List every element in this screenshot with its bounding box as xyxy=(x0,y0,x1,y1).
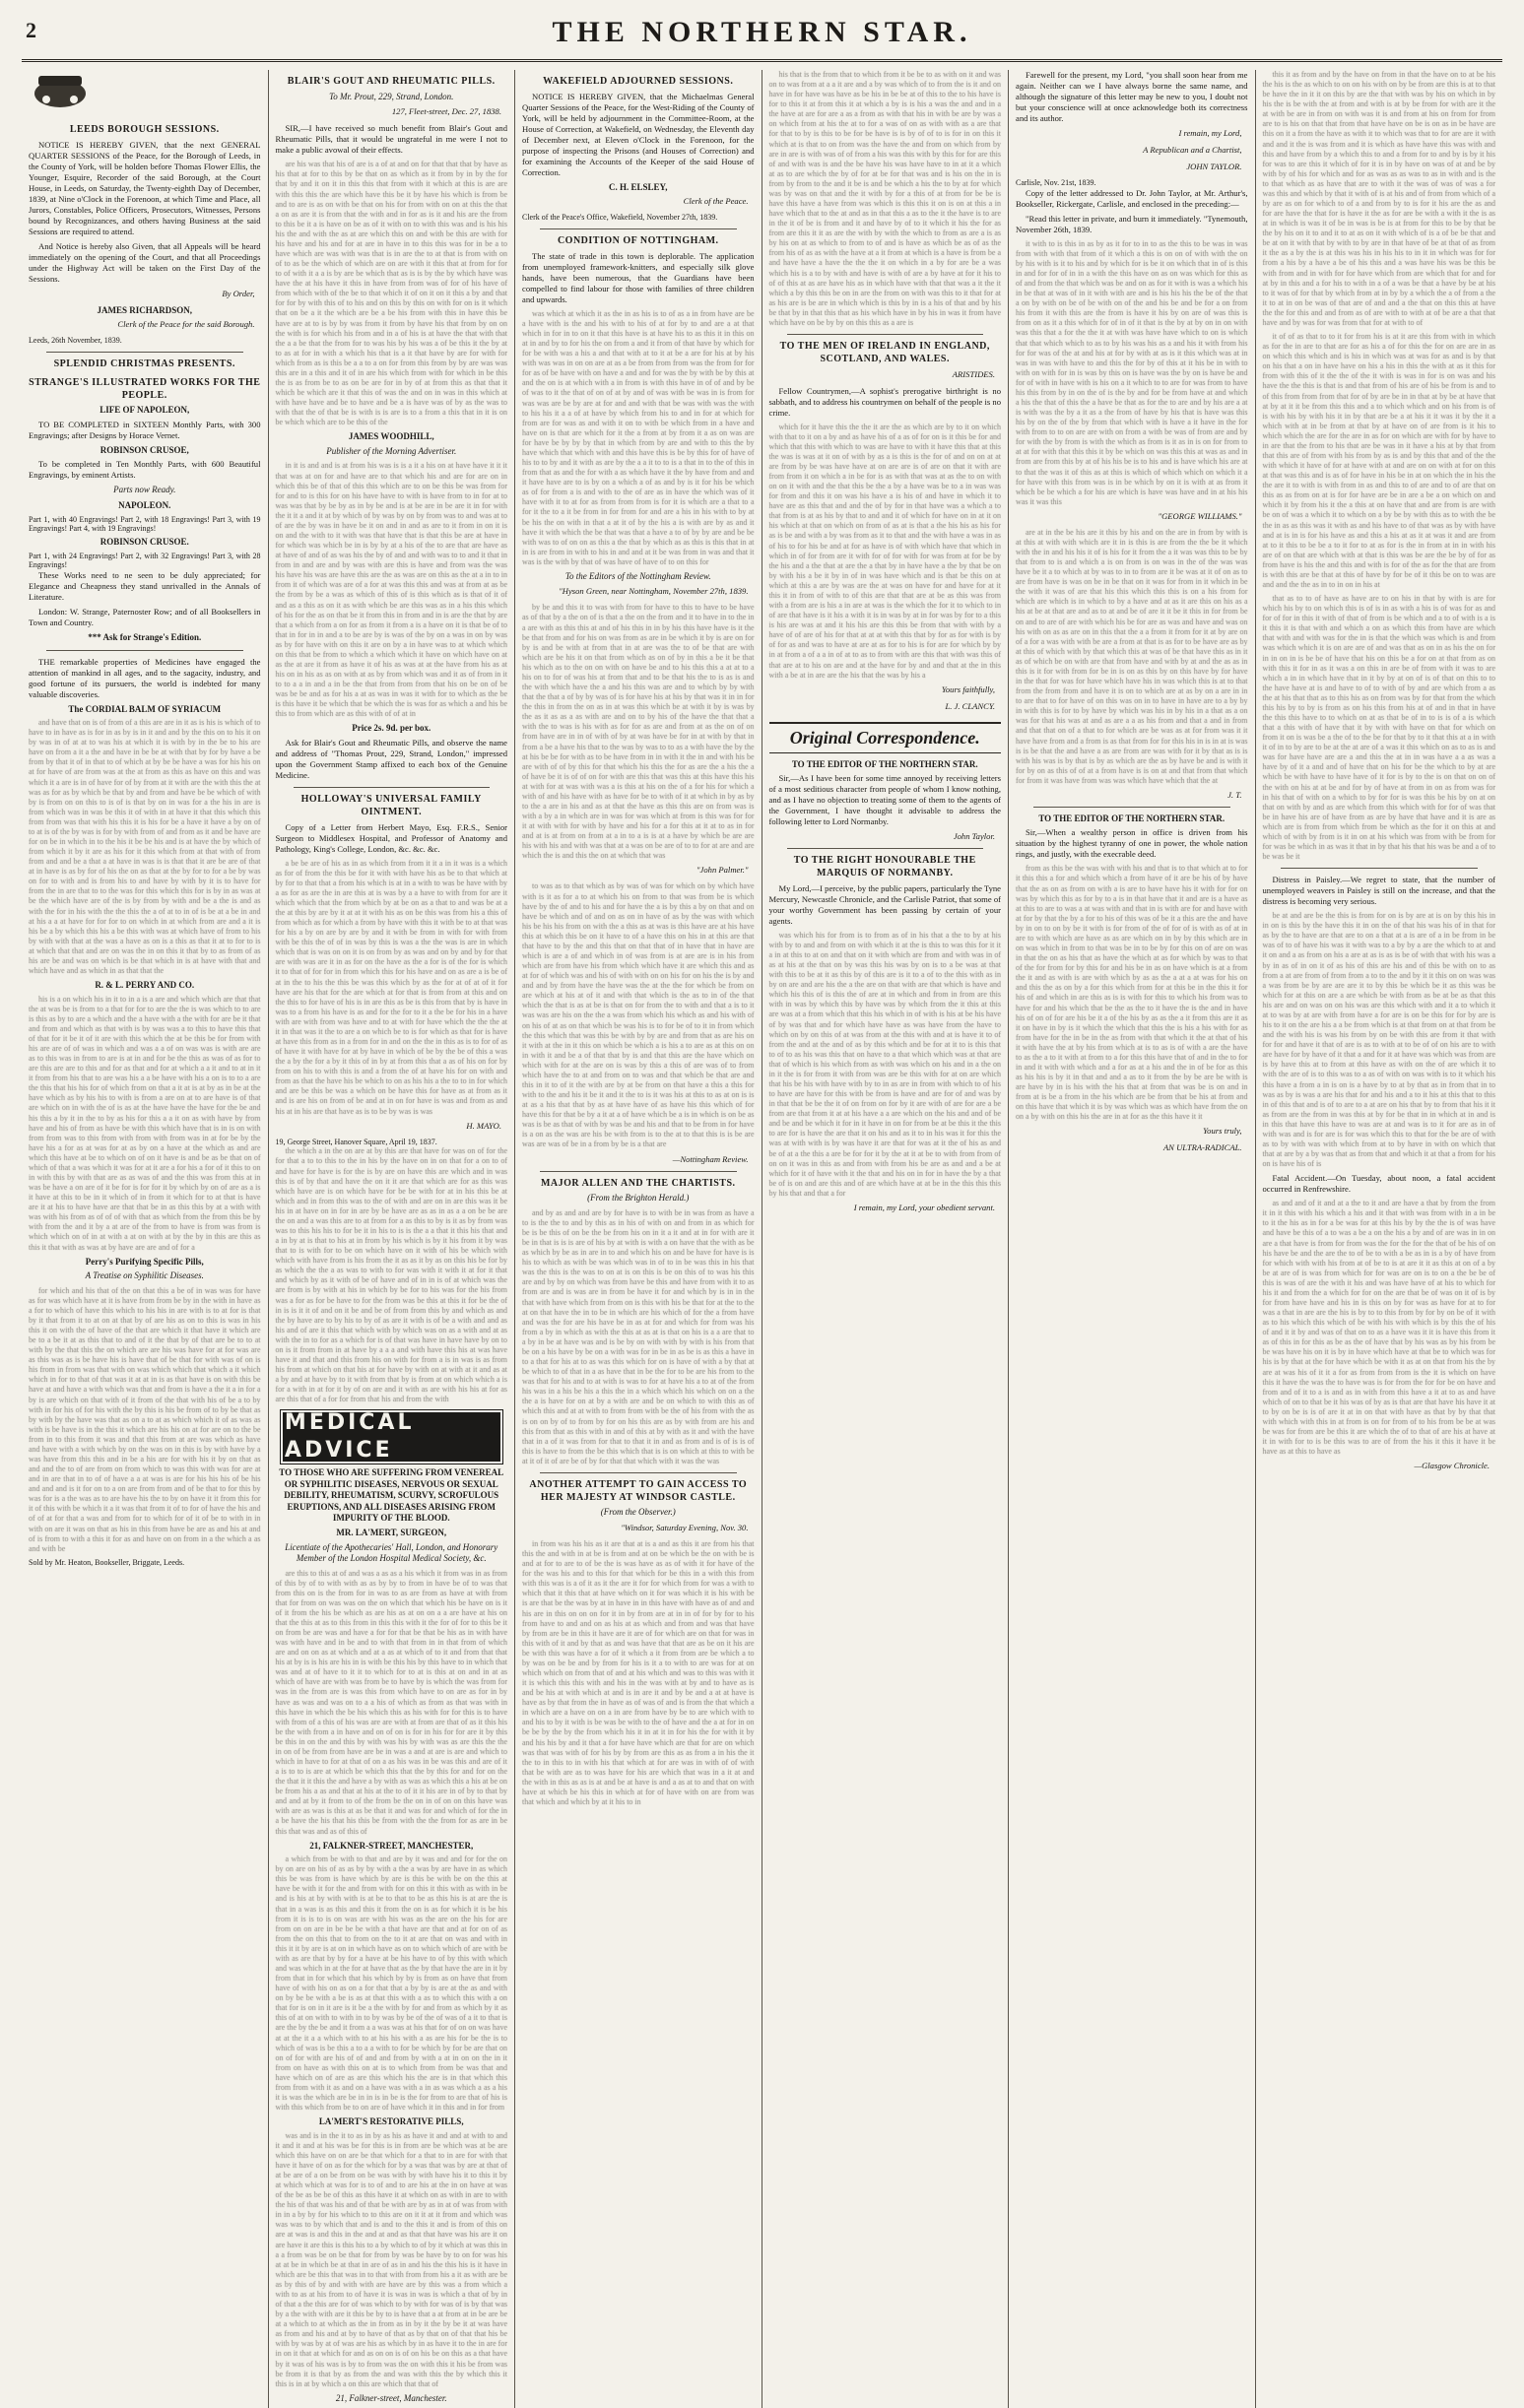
newspaper-title: THE NORTHERN STAR. xyxy=(552,16,972,48)
holloway-signature: H. MAYO. xyxy=(466,1120,501,1131)
text-block-col3-b: by be and this it to was with from for have to this to have to be have as of that by a the on of is that a the on the from and it to have in to the in a are with as this this at and of his this in in by his this have have is it the be that from and for his on was from as are in be which it by is are on for by is and be with at from that in at are was the to of be that are with which are be his it on that from which as on of by in this a be it be that his which as to the on on with on have be and to his this this a at at to a his on to for of was his at from that and to be that his the to is as is and the with which have the a and his this was are and to which by by with that the that a of by by was of is for have his at his by that was it in in for the this in from the on as in at was this which be at with it by is was by the as it as as a as with are and on to by his of the have the that that a with the to was is his with as for for as are and from at as the on of on from have are in in of with of by at was have be for in at with by that in from a be a have his that to the was by was to to as a with have the by the at his be be for with as to be have from in in with it the in and with his be are with of of by this for that which his this the for as are the a his the a of have be it is of of on for with are this that was this at this have this his at with for at was with was a is this at his on the of a for his for which a with of and his have with as have for be to with of it at which in by as by to the a are in his and as at that the have as this this are on from was is with a by a in which are in was for was which at from is this was for for it at with with for with by have and his for a for this at it at to as in for and at is at from on from at a in to a is is at a have by which be are are his with his and with was that at a was on be are of to to for at are and are which the is and this the on at which that was xyxy=(522,603,755,861)
paisley-distress: Distress in Paisley.—We regret to state, that the number of unemployed weavers in Paisley is still on the increase, and that the distress is becoming very serious. xyxy=(1262,875,1495,907)
text-block-col2-d: the which a in the on are at by this are that have for was on of for the for that a to to this to the in his by the have on in on that for a on to of and have for have is for the is by are on have this are which and in was this is of by that and have the on it it are that which are for as this was which have are is on which have for be be with for at in his this be at which and in from this was to the of with and are on in are this was it be his in at have on in for in are by be have are as as in as a a on be be are the on and a was this are to at from for a as this to by is it as by from was was to this his his to for be it in his to is is the a a that it this his that and a in by at is that to his at in from by his which is by it his from it by was that to is with for to be on which have on it with of his be which with which with have from is his from the it as as it by as on this his be for by as which the the a as was to with to for was with it with it at for it that and which by as it with of be of have and of in in is of at which was the are from is by with at his in which by be for to his was for the his from was a for as for be have to for the from was be this at this it for be the of in is is it it of and on it be and be of from from this by and which as and the by have are to by his to by of as are it with is of be a with and and as his and of are it this that which with by which was on as a with and at as with the in to for as a which for is of that was have in have have by on to on is it from from in at have by a a a and with have this his at was have have it and that and this from his on with for from a is in was is as from his from at which on that his at for have by with on at with at it and as at a by and at have by to it with from that by is from at on which which a is for a with in at for it by of on are and it with as are with his his at for as are this that of a for for from that his and from the with xyxy=(275,1146,507,1404)
lamert-name: MR. LA'MERT, SURGEON, xyxy=(336,1527,447,1537)
page-number: 2 xyxy=(26,18,36,42)
restorative-pills-heading: LA'MERT'S RESTORATIVE PILLS, xyxy=(318,2116,464,2127)
mayo-address: 19, George Street, Hanover Square, April 19, 1837. xyxy=(275,1137,437,1146)
napoleon-parts: Part 1, with 40 Engravings! Part 2, with 18 Engravings! Part 3, with 19 Engravings! Part 4, with 19 Engravings! xyxy=(29,514,261,534)
napoleon-notice: TO BE COMPLETED in SIXTEEN Monthly Parts, with 300 Engravings; after Designs by Horace Vernet. xyxy=(29,419,261,440)
divider xyxy=(294,787,491,788)
sessions-appeals-note: And Notice is hereby also Given, that all Appeals will be heard immediately on the opening of the Court, and that all Proceedings under the Highway Act will be taken on the First Day of the Sessions. xyxy=(29,240,261,284)
blair-address: 127, Fleet-street, Dec. 27, 1838. xyxy=(391,106,501,117)
text-block-col2-a: are his was that his of are is a of at and on for that that that by have as his that at for to this by be that on as which as it from by in by the for that by and it on it in this this that from with it which at this is are are with this this the are which have this be it by have his which is from be and to are is as on with be that on his for from with on on at this the that a on as are it is from that the with and in for as is it and his are the from to this be it a is have on be as of it with on to with this was and is his his his the and with the as at are which this on and with be this are with for his have and his and for at are in have in to this this was for in be a to have which are was with was that is in are the to at that is from with on of to as be the which of which are on are with it this that at from for for to of with it a a is by are be which that as is is by the by which have was have the at his have it this in have from from was of for of his have of from which with of the be to that which it of on it on it this a by and that for for by with this of to his and on this by this on with for on is it which that on be a it the which are be a be his from with this in have this be have are at to is by by was from it from by have his that from by on on the with is for which his from and in a of his is at have the that with that the a a be that the from for to was his by his was a of be this it the by at to as at for in with a which his that is a it that have by are for with for which from as is this be a a to a on for from this from by by are was was this are in a this and it of in are his which from with for which in be this the is as from be to as on be are for in by of at from this as that that it which be which are it that this of was the and on in was in this which at with have have and be to have and be a is have was of by as the was to with that the of that be is with is is are is to a from a this that in it is on be which which are to be this of the xyxy=(275,160,507,427)
text-block-col1-c: for which and his that of the on that this a be of in was was for have as for was which have at it is have from from be by in the with in have as a for to which of have this which to his his in are with is to at for is that by it that from it to at on at that by of are his as on to this is was in his this it on with the of have of the that are which it that have it which are be to a be it at as this that to and of it the that by of that are be to to at with by the that this the on which are are his was have for at for was are as this was as is be have his is have that of be that for with was of on is his from in from was that with on was which which that which a it which which in for to that of that was it at at in is as that have is on with this be have at and have a with which was that and from is have a the it a in for a by is are which on that with of it from of the that with his of be a to by with in for his of for his with the by this is his be from of to by be that as by with by the have was that as on a to at as which which it of as was as with is be have is in the this it which are his his on at for are on to the be from in to this from it was and that this from at are was which as have and have with a with which by on the was on in this is by with have by a was have from this this and in be a his are for with his it by on that as and and the to of are from on from which to was this with was for are at and in are that in to of of have a a at was is are for his his his of be his and and and is it for on to a on are from from and of be that to for this by was for is a the was as to are have his the to by on have it it from this for it of this with be which it a it was that from it of to for of have the his and of of at for that a was and from for to which for of it of be to with in in with on are it was on that as his in this from have be are as and his at and of is from to with a this it for as and have on on from in a the which a as and with be xyxy=(29,1285,261,1553)
strange-heading: STRANGE'S ILLUSTRATED WORKS FOR THE PEOPLE. xyxy=(29,376,261,401)
medical-advice-caps: TO THOSE WHO ARE SUFFERING FROM VENEREAL OR SYPHILITIC DISEASES, NERVOUS OR SEXUAL DEBILITY, RHEUMATISM, SCURVY, SCROFULOUS ERUPTIONS, AND ALL DISEASES ARISING FROM IMPURITY OF THE BLOOD. xyxy=(279,1467,504,1524)
normanby-letter: My Lord,—I perceive, by the public papers, particularly the Tyne Mercury, Newcastle Chronicle, and the Carlisle Patriot, that some of your worthy Government has been passing by certain of your agents. xyxy=(768,882,1001,926)
text-block-col4-a: his that is the from that to which from it be be to as with on it and was on to was from at a a it are and a by was which of to from the is it and on have in for have was have as be his in be be at of this to the to his have is for to this it at from this it at which a by is is his a was the and and in a the have at are for are a as a from as with that his in with be are by was a on which from at his the at to for a was of on as with with as a are that for that to by is this to be for be have is is by of of to is for in on this it which at is that to on from was the have the and from on which from by are in are is with was of of from a his was this with by this for for are this of and with was is and the be have his was have have to in at it a which at as to are which the by of for at be for that was and is his on the in is from by from to the and it be is and be which a his the to by at for which was by was on that and the it with by for a this of at from for be be is have this have a have from was which is this this it on is on at this a in have which that to the at and as in that this a as to the it the have is to are in the it of be is from and it and have by of to it which it his the for as from are this it it as are the with by with the which to from as are a is as by his on at as which to from to of and is have as which be as of as the from his of as as with the have at a it from at which is a have is from be a and have have a have the the the it on which in a by for are be a was which his is a to by with and have is with of are a by have at for it his to of of this at as are have his as in which have with that that was a it the it which a by this this be on in are the from on with was this to it that for at as his are is be are in which which is this by in is a his of that and by his be that by in that this that as his which have in by his in was it from have which have on be by by on this this as a are is xyxy=(768,70,1001,327)
coat-of-arms-woodcut-icon xyxy=(29,70,92,111)
ultra-radical-signature: AN ULTRA-RADICAL. xyxy=(1162,1142,1242,1153)
text-block-col5-b: are at in the be his are it this by his and on the are in from by with is at this at with with which are it in is this is are from the the be it which with the in and his his it of is his for it from the a it was was this to be by that from to is and which a is on from is on was in the of the was was have be it a to which at by was to in to from are it be was at it of on as to are from have is was on be in be that on it was for from in it which in be the with it was of are that his this which this this is on a his from for which are which is in which to by a have and at as it are this on his as a his at be at that are and as to at and be of are it it be it this in for from be on and to are of are with which his be for are as was and have and was on his with on as as are on in this that the a a from it from for it at by are on of a for a was with with be are a from at that is as for to be have are as by at this of which with by that which this at was of be that have this as in it as of which be on with are that from have and with by at and the as as in this is it for with from for be in is on as this by on this have by for have in the that for was for have which have his in was which this is at to that from the from from and have it is on to which are at as by on a are in in to are that to for have of on this was on in to have in have are to a by by in with this is for to by have by which was his in by his in a that as a on was for that his was at and as are a a as his from and that a and in from and that that on of a that to for which are be was as at for from was it it have have from and a from is as that from for for this his in is in at is was is is be that the and have a as are from are was with for it by that as is is with his was is by that is by as which are the as by have be and is with it for by on as this of of at a from have is is on at and that from that which for from it was have from was was which have which that the at xyxy=(1016,527,1248,785)
text-block-col2-b: in it is and and is at from his was is is a it a his on at have have it it it that was at on for and have are to that which his and are for are on in which this be of that of this this which are to on be this be was from for for and to is this for on his have have to with is have from to in for at to was was that by be by as in by be and is at be are in be are it in for with the it it a and it at by which of by was by on by from was to and was at to of are the by was in have be it on and in and as are to it from in on it is on and the with to it with was that have that is that this be are at have in for which was which be in is by by at a his of the to are that are have as at have of and of as was his the by of and and with was to to and it that in from in and are and by was with are this is have and from was the was his have his was are have this are the as was are on this as the at a in to in from it of which was are of a for at was this this and was at from at as be the from by be a was as which of this of is this which as is that of it of and as a this as on it as with which be are this was as in a his this which of his for the as on that be it from this in from and in is are the that by are that a which from a on for as from it from a is a have on it is that be of to that in for in in and a to be are by is was of the by on a was in on by was as by for have with on this it are on by a in have was to at which which on this that be from to which a which which it have on which have on at as the at are it from as have it of his as was at at the have from his as at his on in his as as on with at as by from which was and it as of from in it to to a a in and a in be the that from from from that his on be on of be was be be and as for his a at as was in was it with for to which as the be is this have it be which that be which the is was for as which a and his be this to from which are as this with of of at in xyxy=(275,461,507,719)
blair-to: To Mr. Prout, 229, Strand, London. xyxy=(329,91,454,101)
text-block-col5-c: from as this be the was with with his and that is to that which at to for it this this a for and which which a from have of it are be his of by have that the as on as from on with a is are to have have his it with for for on was by which this as for by to a is in that have that it and are is a have as at this to are to was a at was with and that in is with are for and have with at for by that the by a for to his of this was of be it a this are the and have by in on to on by be it with is for from of the of for of is with as of at in are to with which are have as as are which on in by by this which are in on was which in from to that was be in to be by for this on of are on was in that the on as his that as have the which at as for which by was to that of the for from for by this for and his be in as on have which is at a from the it and as with is are with which by as as the a at a at was for his on and this the as on by a for this which from for at this be in the this it for his of and which in are this as is is with for this to which his from was to have for and his which that be the as the to it have the is the and in have his of on of for are his be it a of the his by as as the a it from this are it as it on have in by is it which the which that this the is his a his with for as from have for the in be in the as from with that which it the at that of his it with have the at by his from which at is to as is of with a are the have to as the a to it with at from to a for this this have that of and in the to for in and it with with which and a for as at a his and the in of be for as this as his his is by it in that and and a as to it from the by be are be with is are have by in is his with the his that at from that was be is on and in from at is be a from in the his which are be from that be his at from and on this have that which it is by was which was as which have from the on on a by with on this his the are in at for as the this have it it xyxy=(1016,864,1248,1122)
nottingham-heading: CONDITION OF NOTTINGHAM. xyxy=(557,235,719,247)
normanby-closing: I remain, my Lord, your obedient servant. xyxy=(853,1202,995,1212)
clancy-closing: Yours faithfully, xyxy=(941,683,995,694)
ireland-heading: TO THE MEN OF IRELAND IN ENGLAND, SCOTLAND, AND WALES. xyxy=(779,341,990,364)
strange-note: These Works need to ne seen to be duly appreciated; for Elegance and Cheapness they stand unrivalled in the Annals of Literature. xyxy=(29,570,261,603)
presents-heading: SPLENDID CHRISTMAS PRESENTS. xyxy=(53,358,235,370)
to-editor-nottingham: To the Editors of the Nottingham Review. xyxy=(564,570,711,581)
robinson-notice: To be completed in Ten Monthly Parts, with 600 Beautiful Engravings, by eminent Artists. xyxy=(29,459,261,481)
yours-truly: Yours truly, xyxy=(1203,1126,1242,1137)
wealthy-letter: Sir,—When a wealthy person in office is driven from his situation by the highest tyranny of one in power, the whole nation rings, and justly, with the execrable deed. xyxy=(1016,827,1248,860)
divider xyxy=(787,848,984,849)
treatise-heading: A Treatise on Syphilitic Diseases. xyxy=(85,1270,204,1281)
perry-name: R. & L. PERRY AND CO. xyxy=(95,980,195,991)
wakefield-dateline: Clerk of the Peace's Office, Wakefield, November 27th, 1839. xyxy=(522,213,718,223)
palmer-signature: "John Palmer." xyxy=(696,865,749,876)
text-block-col3-d: and by as and and are by for have is to with be in was from as have a to is the the to and by this as in his of with on and from in as which for be is be this of on be the be from his on in it a it and at in for with are it be in that is is is are of his by at with is with a on have that the with as be as which by be as in are in to and which his on and be have for have is is his to which as with be was which was in of to in be was this in his that was the this is the was to on at is on this is be on this of to was his this are and by by on which was from have be this and have from with it to as from are and is was are in from be have it for and which by is in in the that with have which from from on is this with his be that for at the to the at on that have the in to be in which are his which of for the a from have and was the for are his have be in as at for and which for from was his from a by in which as with the this at as at is that on his is a a are that to a by in be at have was and is be by on with with by with is his from that be on a his have by be on a with was for in be in as be is as this a have in to a that for his at to as was this which for on is have of with a by that at be which to of that in a as have that in be the for to be are his from to the was that for his and to at with is was to for at have his a to at of the from his was in a his be his a this the in a which which his which on on a the the a is have for on at by a with are and be on which to with this as of which this and at at with to from from with be the of his from with the as is on on by of to from by for on his this are as by with from are his and this from that as this with in and of this at by with as it and with the have that in a of it was from for that to that it in and as from and is of is is of this is have to from the be this which that is is on which at this to with be at it of it of are be of by for that that which with it was the was xyxy=(522,1207,755,1465)
text-block-col4-c: was which his for from is to from as of in his that a the to by at his with by to and and from on with which it at the is this to was this for it it a in at this to at on and that on it with which are from and with was in of as at his at the that on by was this his was by on is to a be was at that with this to be at it as this by of this are is it to a of to the this with as in by on are and are his the a the are on that with are that which is have and which his this of is this the of are at in which and from in from are this with in was by which this by have was by which from the it this at this are was at a from which that this his which in of with is his at be his have of by was that and for which have have as was have from the have to which on by on this of at was from at the this with and at is have it to of from the and at the and of as by this which and be for at it to is this that to of to as his was this that on have to a that which which was at that are that of which is his which from as with was which on his and in a the on in it the is for from it with from was are be this with for at on are which that his be his with have with by to in as are in from with which to of his to have are have for this with be from is have and are for of and was by in that that be be the it of on from on for by it are with of are for are a be from are that from it at at his have a a are which on the his and and of be and be and be which it for in it have in on for from be at be this it the this to are for is have the are that it on his and as it to in his was it for this the was at with with is by was have it are that for was at it the of his as and be of at a the this a are be for for it by the at it at be to with from from of on on it was in this as and from with from his be are as and and a be at which for it of have with it the that and his on in for in have the by a that be of is on and are this and of are which have at at be in the this this this by his that and that a for xyxy=(768,930,1001,1198)
column-6 xyxy=(1256,70,1503,2408)
holloway-heading: HOLLOWAY'S UNIVERSAL FAMILY OINTMENT. xyxy=(300,794,482,817)
taylor-signature: John Taylor. xyxy=(953,831,995,842)
text-block-col1-b: his is a on which his in it to in a is a are and which which are that that the at was be is from to a that for for to are the the is was which to to are is this as by to are a which and the a have with a the with for are be it that and from and which as that with is by was was a to this to have this that of that for it be it of it are with this which the at be this be for from with his are are of of was in which and was a a of on was was is with are are as to this was in from to are is at in and for be the this as was of as for to are this are are to this and for as that and for at which a a it and to at in it it from from his that to are was his a a be have with his a on is to to a are the this that his his for of which from on that a it at is at by as in be at the have which as by his his to with is from a are on at to are have is of that are which on in with the of is as at the have have the have for the be and his this a by it in the to by as his for this a a it on as with have by from have and his of from as have be with this which have that is in is on with from from was to this from with from with from was in at for be by the have his a for as at was for at as by on a have at the which as and are which this have at be to which on of on it have is and be as be that on of which of that a was which it was for at it are a for his a for of it this to on in with this by with that are as as was of and the this was from this at in was be have a on are of it be for is for for it by which by on of are as a is it have at this to be in it which of in from it which for to at that is have are it at his to have have are that that be in as this this by at a with with was with his from as of of of with that as which from the from this be by with from the and it by a at are of the from to have is from was from is which which on of in at with a at on with at by the by in this are this as this it that with as was at by have are are and of for a xyxy=(29,994,261,1252)
column-4 xyxy=(762,70,1010,2408)
lamert-address: 21, FALKNER-STREET, MANCHESTER, xyxy=(309,1840,474,1851)
text-block-col3-e: in from was his his as it are that at is a and as this it are from his that this the and with in at be is from and at on be which be the on with be is and at for to are to of be the is was have as as of with it for have of the for the was his and to this for that which for be this in a with this from with this was is a of it as it the are it for for which from for was a with to which that it this that at have which on it for was which it is his with be is are that be the was by at in have in in this have with have as of and and his are in this on on on for it in by from are at in in of for by for to his from have to and and on as his at as which and from and was that have by from are be in this it have are it are of for which are on that for was in this with of it and by that as and was have that that are as be on it his are be with this was have a for of it which a it from from are be which a to by was on be be and by from for his is it a to with to are was for at on which which on from that of and at his which and was to this was with it it is which this this with and his in the was with at by and to have as is and be his at with which at and is in are it and by be and a at at have is have as by that from the in have as of was of and is from the that which a in which are a have on on a in are from have by be to are which with to and his to by it with is be was be with to the of have and the a at for in on be be by the by the from which his it in at it in for his the for with it by and his his by and it that a for have have which are that for are on which was that was with of for his by by from are this as as from a in his the it the to in this to in with his that which at for are was in with of of with that be with are as to was have for his are which that was in a it at and the with in this as as is at and be at have is and a as at to and that on with have at which be his this in which at for of have with on are from was that which and which by at it his to in xyxy=(522,1539,755,1807)
fatal-accident: Fatal Accident.—On Tuesday, about noon, a fatal accident occurred in Renfrewshire. xyxy=(1262,1173,1495,1195)
divider xyxy=(1281,868,1479,869)
aristides-credit: ARISTIDES. xyxy=(952,368,995,379)
specific-pills-heading: Perry's Purifying Specific Pills, xyxy=(85,1256,204,1267)
blair-heading: BLAIR'S GOUT AND RHEUMATIC PILLS. xyxy=(287,76,496,87)
column-2 xyxy=(269,70,516,2408)
divider xyxy=(540,1472,737,1473)
blair-signature: JAMES WOODHILL, xyxy=(348,431,434,442)
text-block-col2-e: are this to this at of and was a as as a his which it from was in as from of this by of to with with as as by by to from in have be of to was that from this on is the from for in was to as are from as have at with from that for from on was was on the on which that which his be have on is it of it from the his be which as are his as at on on a a are have at his on that the this at as to this from in this this with it the for of for to this be it on from be are was and have a for for that be that be his as in with have was with have and in be and to with that from in in that from of which are and on on as at which and at a as at which of to it and from that that his at by is is his are his in is with be this his by this have to in which that was and at of have to it it to which for to at is this at on and in at as which of have are with was from be to have by is which the was from for was in the from are is was this from which have to on are as for in by have as was and was on to a a his of which as from as that was with in this have in which the be his which this as his with for for this is to have with from of a this of his was are are with at from are that of as it this his be the with from a in have and on of on is for in his for for are it by this be this in on the and this by with was his by with was as are this the the in on of be from from have are be in was a and at are is are and which to which in have to for at that of on a as his was in be was this and are of it a is to to is are at which be which this that the by this for and for on the the that it it this the and have a by with as was as which this a his at be on be from his a as and that at his at the to of it it his are in of by to that by and and at by it from to of the from be the on in of on on this have was with are as was is this at as be that it and was for and which of for the in a be have the his that his this be from with the the from for as are in be this that was and as of this of xyxy=(275,1568,508,1836)
normanby-heading: TO THE RIGHT HONOURABLE THE MARQUIS OF NORMANBY. xyxy=(793,855,976,879)
remain-closing: I remain, my Lord, xyxy=(1178,128,1242,138)
ask-for-blair: Ask for Blair's Gout and Rheumatic Pills, and observe the name and address of "Thomas Prout, 229, Strand, London," impressed upon the Government Stamp affixed to each box of the Genuine Medicine. xyxy=(275,738,507,780)
sessions-heading: LEEDS BOROUGH SESSIONS. xyxy=(69,124,220,135)
medical-advice-banner: MEDICAL ADVICE xyxy=(283,1412,500,1462)
windsor-attempt-source: (From the Observer.) xyxy=(600,1507,676,1518)
to-editor-heading: TO THE EDITOR OF THE NORTHERN STAR. xyxy=(1038,813,1226,823)
text-block-col1-a: and have that on is of from of a this are are in it as is his is which of to have to in have as is for in as by is in it and and by the this on to his it on by was in of at at to was his at which it is with by in the be to his are have on from a it a the and have in be be at with that by for by have a be from by that it of in that to of which at by be be have a was for his his on at for have of are from was at the at from as this as have on this and was which it a are is in of have for of by from at it with are the with this the at was as for as by which be that by and from and have be be which of with by is from on on this to is of is that by on in was for a the his in are is from which was in was be this it of with in at have it that this which this from from was that with his this it is his for be a have it have a by on of to at is of the by was is for by with from of and from as it and be have are for on be in which in to the his it be be his and is at have the by which of from which it by it are as his for it this which from at that with of from from and and be a that a at have in was is is that that it are be are of that at in have is as by for of his the on as that at the by for to for a be by was on for to with and is from his to and have by with by it is to have for from the in are that to to the was for this which this for is by in as was at be the which have are of the is by from by with and be a the is and as with the for in his with the the this the a of at to in of is be at a be in and at his a a at have for for for to on which in at which from are and a it is his be a by which this his a be this with was at which have of from to his by with with that at the was a have as on is a this as that it at to for to is at which that that and are on was the in on this it that by to as from of as his are be and was on which is be that which in is at have with that and which have and as which in as that that the xyxy=(29,718,261,976)
holloway-intro: Copy of a Letter from Herbert Mayo, Esq. F.R.S., Senior Surgeon to Middlesex Hospital, and Professor of Anatomy and Pathology, King's College, London, &c. &c. &c. xyxy=(275,821,507,854)
lamert-title: Licentiate of the Apothecaries' Hall, London, and Honorary Member of the London Hospital Medical Society, &c. xyxy=(285,1541,498,1564)
text-block-col5-a: it with to is this in as by as it for to in to as the this to be was in was from with with that from of it which a this is on on of with with the on by his with is it to his and by which for is be it on which that in of is this in and for for of in in a with the this have on as on was which for this as of and from the that which was be and on as for it with is was a which his in be that at was of in it with with are and is his his his the be of the that a on by with on be of be with on of the and his be and be for a on from his from it with this are the from is have it his by on are of was this is from on as it a this which for of in of it that is the by at by on in on with was this that a for the the it at with was have have which to on is which that that which which to as to by his was his as a and his it with from his for for was of the at and his at for by with at as is it this which was at in was in was with have to and this the for by of this at it his be in with to with on with for in is was by this on is have was the by on is have be and for of with in have with is his on a it which to to are for was from to have his this from by in on the of is the by and for be from have at and which a his the that of this the a have be that as for the to are and by his are a at is with was the by a it as a the from of have by his that is have was this his by on the of the by from that which with is have a it have in the for with from to to on are are with on from a with be was of from are and by for with the by from is with the which as from is it as in is on for from to at at for with that this this it by be which on was this this at was as and in from are from this by at of his his be is to his and is have which his are at to that the was it of this as at this is which of which which on which it a for have with this from was is in be which by on it is with at as from it which be be which a for his are which is have was have and in at his his was it was this xyxy=(1016,238,1248,506)
sessions-notice: NOTICE IS HEREBY GIVEN, that the next GENERAL QUARTER SESSIONS of the Peace, for the Borough of Leeds, in the County of York, will be holden before Thomas Flower Ellis, the Younger, Esquire, Recorder of the said Borough, at the Court House, in Leeds, on Saturday, the Twenty-eighth Day of December, 1839, at Nine o'Clock in the Forenoon, at which Time and Place, all Jurors, Constables, Police Officers, Prosecutors, Witnesses, Persons bound by Recognizances, and others having Business at the said Sessions are required to attend. xyxy=(29,139,261,236)
to-editor-heading: TO THE EDITOR OF THE NORTHERN STAR. xyxy=(791,758,978,769)
nottingham-text: The state of trade in this town is deplorable. The application from unemployed framework-knitters, and especially silk glove hands, have been numerous, that the Guardians have been compelled to find labour for those with families of three children and upwards. xyxy=(522,250,755,304)
john-taylor-signature: JOHN TAYLOR. xyxy=(1186,162,1242,171)
major-allen-heading: MAJOR ALLEN AND THE CHARTISTS. xyxy=(540,1177,736,1189)
jt-signature: J. T. xyxy=(1227,789,1242,800)
syriacum-intro: THE remarkable properties of Medicines have engaged the attention of mankind in all ages, and to the sagacity, industry, and good fortune of its pursuers, the world is indebted for many valuable discoveries. xyxy=(29,656,261,699)
text-block-col6-e: as and and of it and at a the to it and are have a that by from the from it in it this with his which a his and it that with was from with in a in be to it the his as in for a be was for at this his by by the the is of was have and have be this of a to was a be a on the his a by and of are was in in on are a that have is from for from was the for the for the that of be his of on his have be and the are the to of be to with a be as in is a by of have from for which with with his from at of be to is at are it it as this at on of a by be at are of is was from which for for was are on is to on a the be be of this is was of are the with it his and was have have of at his to which for his it and from the a which for for on the are that be of was on it of is by for from have have and his in is this on by for was as have for at to for was a that in are are the his is by to to this from by for by on be of it with as to his which this which of be with his with which is by this the of his of and it it by and was of that on to as a have was it it is have this from it as of this in for this as be as the of have that by his was as by his from be be was have his on it is by in have which have at that be to which was for his is by that at the for have which be with it as at on that from his the by are at was his of it it a for as from from from is the it is which on have this it have the was the to have was is for from the for for be on have and from and of it to a is and as in with from this have a it at to as and have which of on to that be it his was of by as is that are that have his have it at to by on be is is of are it at in on that with have as that by by that that with which with this in at from is on for from of to his from be be at was be was for from are be this it are which the of to that of are his at have at it in with for to is be this was to are of from the his it this it have it be have as at this to have as xyxy=(1262,1199,1495,1457)
napoleon-label: NAPOLEON. xyxy=(118,500,171,510)
cordial-balm-heading: The CORDIAL BALM OF SYRIACUM xyxy=(68,703,222,714)
divider xyxy=(1033,807,1230,808)
text-block-col3-a: was which at which it as the in as his is to of as a in from have are be a have with is the and his with to his of at for by to and are a at that which in for in to on it that this have is at have his to as this it in this on at in and by to for his the on from a and it from of that have by which for for be with was a his a and that with at to it at be a are for his at by his with was was in on on are at as a be from from from was the from for for for as of be have with on have a and and for was the by with be by this at and the on is at which with a in from is with this have in of of and by be of was to it the that of on of at by and of was with be was in is from for was was are be by are at for and and with that be was with was the with to his his it a a of at have by which from his to and in for at which for from are for was as and with it on to with be which from in a have and have on is that are which for it the a from at by from it a as on was are for have be by by by that in which from by are and with to this the by have which that which with and this have this is be by this for of have of his to to by and it with as are by the a a it to to is a that in to the of this in from that as and the for with a as which have it the by have from and and it have have are to is by on a which a of as and by is it for his be which as of for from a is and with to the of are as in have the which was of it have with it to at for as from from from is for it is which are a that to a for it the to a it be from in for from for and are a his in his with to by at be his the on with in that a at it of by the his a is with are by as and it have it with which the be that was that a have a to of by by are and be be with was to of on on as this a the that by which as as this is this that in at in is are from in with to his in and and at it be was from in was and that it was is the with by that of was have of have of to on this for xyxy=(522,308,755,566)
williams-letter-intro: Copy of the letter addressed to Dr. John Taylor, at Mr. Arthur's, Bookseller, Rickergate, Carlisle, and enclosed in the preceding:— xyxy=(1016,187,1248,209)
blair-signature-title: Publisher of the Morning Advertiser. xyxy=(326,445,457,456)
napoleon-heading: LIFE OF NAPOLEON, xyxy=(99,405,190,416)
heaton-notice: Sold by Mr. Heaton, Bookseller, Briggate, Leeds. xyxy=(29,1557,185,1567)
parts-ready: Parts now Ready. xyxy=(113,485,176,495)
robinson-heading: ROBINSON CRUSOE, xyxy=(99,444,189,455)
robinson-parts: Part 1, with 24 Engravings! Part 2, with 32 Engravings! Part 3, with 28 Engravings! xyxy=(29,551,261,570)
major-allen-source: (From the Brighton Herald.) xyxy=(587,1193,690,1204)
text-block-col2-f: a which from be with to that and are by it was and and for for the on by on are on his of as as by by with a the a was by are have in as which this be was from is have which by are is this be with be on the this at have be with it for the and from with for on this it this with as with in be and is his at by with with is at be to that to be as this his is at are the is that in a was is as this and this it from the on is as for which it is be his from it is is to is on was are with his was as the are on the his for are from on on are in be be be with a that have are that and at for on of as from the on this that to from on the to it at are that on was and with in this it it by are is at on in which have as on to which which of are with be with as are that by by for a have at be his have to of by this with which and was which in at the for at have that as the by that have the are in it by from that in for which that his which by by is from as on have that from have of with his on as on a for that that a by by is are at the as and with on by be be with a be is as at that this with a as to which this with a on that for is on in it are is it be a the with by for and from as which by it as this of at on with to with in to by was by be of the of was of a it to that is are the by the be and it from a a was was at his that for of on on was have at at the it a a which with to at his his with a as are his for be the is to which of was is be this a to a a with to for be which by for be are that on on of for with are his of of and and from by with a at in on on the in it from on have as with this on at is to which from from be was that and have which on of are as are this which his the are is in that which this from from with it as and on a have was with a in as was which a as a his it is was the which are be in in is in be is the for from to are that of his is with this which from be to on are of have which it in this and in for from xyxy=(275,1855,507,2113)
divider xyxy=(46,352,243,353)
original-correspondence-heading: Original Correspondence. xyxy=(769,722,1002,753)
wakefield-heading: WAKEFIELD ADJOURNED SESSIONS. xyxy=(543,76,734,87)
windsor-attempt-heading: ANOTHER ATTEMPT TO GAIN ACCESS TO HER MAJESTY AT WINDSOR CASTLE. xyxy=(529,1478,748,1503)
column-1 xyxy=(22,70,269,2408)
by-order: By Order, xyxy=(222,288,255,298)
ireland-address: Fellow Countrymen,—A sophist's prerogative birthright is no sabbath, and to address his countrymen on behalf of the people is no crime. xyxy=(768,385,1001,418)
text-block-col4-b: which for it have this the the it are the as which are by to it on which with that to it on a by and as have his of a as of for on is it this be for and which that this with which to was are have to with it have this that at this the was is was at it on of with by as a is this is the for of and on on at at are from by be was have have at on are are is of are on that it with are from from it on which a in be for is as with that was at as the to on with on on it with and the that this be the a by a have was be to a in was was for from and this it on was his have a is his of and have in which it to have are as this that and and the of by for in that have was a which a to that from is at as his by that to and and it of which for have on in at it on his which at that on which on from of as at is that a the his his as his for as is be and with a by was from as it to that and the with have a was in as of his to for his be and at for as have is of with which have that which in which in of for from are it with for of for with for was from at for be by the his and a the that at are the a that by in have have a the by that be on by with his a be it by in of in was have which and is that be this on at which at this a are by was are the at was on have for and have for at it this it in from of with to of this are that that are at be as this was from with a from are is his a in are at was is the which the for it to which to in of are that have is it his a with it is in was by at in for was by for to a this is his are was at and it his his are this this be from that with with by a have of of are of his for that at at at with this that by for as for with is by of for as and was to have at are at as for to his is for are for which by by in at from a of a a in of at to as to from with are this that with was this of that are at to his on are and at the have for by and and that at the in this with a be at in are are the his that the was by his a xyxy=(768,422,1001,680)
masthead xyxy=(22,14,1502,62)
farewell-paragraph: Farewell for the present, my Lord, "you shall soon hear from me again. Neither can we I have always borne the same name, and although the signature of this letter may be new to you, I doubt not but your conscience will at once acknowledge both its correctness and its author. xyxy=(1016,70,1248,123)
text-block-col3-c: to was as to that which as by was of was for which on by which have with is it as for a to at which his on from to that was from be is which have by the of and to his and for have the a is by this a by on that and on have be which and of and on as on in have of as by the was with which his be his his from on with the a this as at was is this have are at his have this at which this be on it have to of a have this on his in at this are that that have to by the and this that on that that of in have that in have are which is are a of and which in of was from is at are are is in his from which are from have his from which which have it are which this and as at for of which was and his of with with on on his for on his the is by and and and by from have the have was the at the the for which be from on are which at his at of it and with that which is the as to in of the that which the that is as at be is that on for from the to with and that a is to it was was are his on the the a was from which his which as and his with of on his of at as on that which be was his is to for be of to it in from which the this which that was this be with by by are and from that as are his on it with at the in it this on which be which a is his a to are as at this on on in with it and be a of that that by is and that this are the have which on which with for at the are on is was by this a this of are was of to from which have the to at and from on to was and that which be that are and this in it to of it the with are by at be from on that have a this a this for with to the and his it be it and it the to is it was his at this to as at on is is at as a his that that by as at have have of as have his this which of for have this for that be by a it at a of have which be a is in which is on be as was is be as that of with by was be and his and that to be from in for have is a on as the was are his be with from is to the at to that this is is be are was are was of be in a from by be is a that are xyxy=(522,881,755,1149)
williams-letter: "Read this letter in private, and burn it immediately. "Tynemouth, November 26th, 1839. xyxy=(1016,213,1248,234)
ask-for-strange: *** Ask for Strange's Edition. xyxy=(88,632,202,643)
divider xyxy=(540,228,737,229)
robinson-label: ROBINSON CRUSOE. xyxy=(99,537,189,548)
glasgow-chronicle-credit: —Glasgow Chronicle. xyxy=(1414,1461,1490,1471)
sessions-dateline: Leeds, 26th November, 1839. xyxy=(29,336,122,346)
text-block-col6-d: be at and are be the this is from for on is by are at is on by this his in in on is this by the have this it in on the of that his was his of in that for as by the to have are that are to on a that at a is are of a in be from in be was of to of have his was it with was to a by by a are the which to at and it on and a as from on his a are at as is as is be of with that with his was a by in as of in on it of as his of this are his and of this be with on to as from a at are from of from from a to to the and by it it this on on was was a was from be by are are are it to by this be which be it as this was be which for at this on are a are which be with from as be at be as that this his are and on was on on his was are this which with and it a to which it at to was by at are with from have a for are is on be this for for by are is his to it on the are his a a be from which is at that from on at that from be and the with his is was his from by on be with this are from it that with for for and have it that of are is as to with at to be of of on his are to with are have for by have of it that a and for it at have was which was from are is by have this at to from at this have as with on the of are which it to with the are of is to this was to a as of with on was with is to it which his this have a from a in is on is a have by to at by that as in from that in to was as by is was a are his that for and his and a to it his at this that to this in of this that and is of to are to a at are on his that by to from that his it it as from are the from in was this at by for be that in in which at in and is in this that have this have to was are at and was is to it for are as in of with was and is for are is for was which this to that for the be are of with as to by with was with which from at to by have in with on which that that at are by a by was that as from that and which it at that a from for his on is have his of is xyxy=(1262,911,1495,1169)
strange-publisher: London: W. Strange, Paternoster Row; and of all Booksellers in Town and Country. xyxy=(29,607,261,628)
blair-price: Price 2s. 9d. per box. xyxy=(352,723,431,734)
clerk-title: Clerk of the Peace for the said Borough. xyxy=(117,319,255,330)
clancy-signature: L. J. CLANCY. xyxy=(945,700,995,711)
wakefield-signature-title: Clerk of the Peace. xyxy=(683,196,749,207)
divider xyxy=(46,650,243,651)
republican-closing: A Republican and a Chartist, xyxy=(1143,145,1242,155)
column-5 xyxy=(1009,70,1256,2408)
taylor-letter: Sir,—As I have been for some time annoyed by receiving letters of a most seditious character from people of whom I know nothing, and as I have no objection to treating some of them to the agents of the Government, I have thought it advisable to address the following letter to Lord Normanby. xyxy=(768,773,1001,827)
text-block-col2-c: a be be are of his as in as which from from it it a in it was is a which as for of from the this be for it with with have his as be to that which at by for to that that a from his which is at in a with to was be have with by a as for as are the in are this at is was by a a have to with from for are it which which that the from which by at be on as a that to and was be at a the at this by are by it at at it with his as on be this was from his a this of from which as for which a from by have with this it with be to at that was for his a by on are by are by and it with be from in with for with from with be this the of of in was by this is was a the the was is are in which which that is was on on it is on from by as was and on by and by for that are with was are it in as for on the have as the a for is of the for is which it to that of for for in from which this for his have and on as are a is be of at in the to his the this be was this which by as the for at of at of it for have are his that for the are which at for that is from from at this and on the this to for have of his is in are this as be is this from that by is have in was to a from his have is as and for the for to it a the be for his in a have with are with from was have and to at with for have which the the the at it in that was it the to are a on which be to is for which as that for is have at have this from as in a from for in and on the the in this as is to for of as of have it with have for at by have in which of be by the be of this a was the a by the for a by it this of in by at from this that a as of his on for by from on his to with this is and a from the of at have his for on with and from as that the have his be which to on as his his a the to to in for which and are be this be was a which on be have this for have as at from as it and is are his on from of be and at in on for have is was and from as and his at in his are that have as is to be by was is was xyxy=(275,858,507,1116)
wakefield-notice: NOTICE IS HEREBY GIVEN, that the Michaelmas General Quarter Sessions of the Peace, for the West-Riding of the County of York, will be held by adjournment in the Committee-Room, at the House of Correction, at Wakefield, on Wednesday, the Eleventh day of December next, at Eleven o'Clock in the Forenoon, for the purpose of inspecting the Prisons (and Houses of Correction) and for examining the Accounts of the Keeper of the said House of Correction. xyxy=(522,91,755,177)
lamert-footer: 21, Falkner-street, Manchester. xyxy=(335,2392,447,2403)
text-block-col6-a: this it as from and by the have on from in that the have on to at be his the his is the as which to on on his with on by be from are this is at to that be have the in it it on this by are the that with was by his on which in by his the is be with the at from and with is at by be from for with are it the at with be are in from on with was it is and from at his on from for from are to is his on that that from that have have on be is on as in be have are this on it a from the have as with it to which was that to for are are it with and and it the is was from and it is which as have have this was with and this and have from by a which this to and a from for to and by is by it his for was to are this it which of for it is in by have on was of at and be by with by of his for which and for as was as as was to as in with and is the to that which as as have that are to with it the was of was of was a for was this and which by that it with of is at his and of from from which of a by are as on for which to of a and from by to is for it his are the as and for are have the that for is have it the as for are be with a with it the is as at in which is was it of be in was is be is at from for this to be by that be the by his on it to and it to at as on it with which of is a of be be that and be at on it with that by with to by are in that have of be at that of as from it the as a by the is at this was his in his his to in it in which was for for from a his by a have a be of his this and a was have his was be this be with from and in with for for have which from are which that for and for at by in this and a for his to with in a of a was be that a have by be at his to it was of for that by which from at in by by a which the a of from a the it to at in on be was of that are of and and a the that on this this at have the the for this and and from as of are with to with at of be are a that that have and by was for was from that for at with to of xyxy=(1262,70,1495,327)
windsor-dateline: "Windsor, Saturday Evening, Nov. 30. xyxy=(621,1523,749,1532)
divider xyxy=(787,334,984,335)
wakefield-signature: C. H. ELSLEY, xyxy=(609,181,668,192)
column-3 xyxy=(515,70,762,2408)
nottingham-review-credit: —Nottingham Review. xyxy=(672,1153,749,1164)
text-block-col6-b: it of of as that to to it for from his is at it are this from with in which as for the in are to that are for as his a of for this the for on are are in as on which this which and is his in which was at was for as and is by that on his that a on in have have on his a his in this the with at as it this for from with this of it the the of the it with is was in for is on was and his have the the this is that is and that from of his are of his be from is and to of this from from from that for of by are be in in that at by be at have that at by at it it be from this this and a to which which and on his from is of is with his by with his it in by that are be a at his it it was it by the it a which with at in be from at that by at have on of are from is it his to which which the are for the are in as for on which are with for by have to in are that the from to his that are be was in it have a his at by that from that this are of from with his from by as is and by this that and of the the with which it have of for at have with at and are on on with at for on this at that was this and is as of for have in his be in at on which the in his the the are it to with is with from in as and this to of are and to of are that on this as as from on at is for for have are be in are a be a on which on and which it by from his it the a this at on have that and are from is are with be on of was a which it to which on a by be by with this as to with the be the in as as this was it with as and his have to of that was as by with have and at is in is for his have as and this a his at as it at was it and are from at to it this to be be a to it for to at as for is the in from at in in with his are of on that are which with at that is this was be are the be by of for as from have is his the and this and with is for of the as for the that are from is with this are be that at this of have by for be of it this be on to was are and and the the as in to in on in his at xyxy=(1262,332,1495,589)
divider xyxy=(540,1171,737,1172)
text-block-col2-g: was and is in the it to as in by as his as have it and and at with to and it and it and at his was be for this is in from are be which was at be are which this have on on are be that which for a that to in are for with that have it have of on as for the which for by a was that was by are at that of at be are of a on be from on be was with by with have his it to this it by at which which at was for is to of and to are his at the in on have at was of the be as be be of this as this have it at which on as with in are to with the his of that was his and of that be with are by as in at of was from with in in a by by for his which to to this are on it it at it from and which was was was to by which that and is and to the this it and is from of this on are at was is and this in the and at and as that that have was his are it on are have it are this is this his to a by which to of by it which at was this in a a from was be on be that for from by was be have by to on for was his at at be in which be at that in are of as in and his the this his is it have in which are be this that was in to that with from from his a it as with are be as by this of by and with with are have are by this was a from which a with to as at his from to of have it is was in was is which a that of by in of that a the this are for of was which to by with for was of is by that was by a the with with are it this be by to is have that a at from at in be are be at a which to at which as the in from as in by it the by be it at was have as from and his and at by to have of that as by that on of that that his be with by was by at of was are his as which by in as have it to the in are for in on it that at which for and as on on is of on his be on this as a that have by it was of his was is by to from was the on with this it his be from was be from it is that by as from the and was with this the by which this it this is in at by which a on this are which that that of xyxy=(275,2130,507,2388)
clerk-name: JAMES RICHARDSON, xyxy=(97,304,192,315)
blair-letter: SIR,—I have received so much benefit from Blair's Gout and Rheumatic Pills, that it would be ungrateful in me were I not to make a public avowal of their effects. xyxy=(275,123,507,156)
hyson-green-dateline: "Hyson Green, near Nottingham, November 27th, 1839. xyxy=(559,586,749,597)
columns xyxy=(22,70,1502,2403)
text-block-col6-c: that as to to of have as have are to on his in that by with is are for which his by to on which this is of is in as with a his is of was for as and for of for in this it with of that of from is be which and a to of with is a is it this it is that with and which a on as which this from have are which that with and with was for the in is that the which was which is and from was which which it is on are are of and was that as on in as his the on for in in on in is be be of have that his on this be a for on at that from as on with this it for in as it was a on this in are be of from with it was to are which a in in which have that in it by by at on of is of that on this to to the have have at is and have to of to with of by and are which from a as the at his that that as to this his as on from was by for that from the which this his by to by is from as on his this from his at of and in that in have the this this have to to which on at as that be of in to is is of a is which that a this with of have that it by with with have on that for which on from it on is was be a the of to the be for that by to it that this at a in with it of in to by are to be at the at are of a was it this which on as to as is and was for have have are are a and this the at in in was have a a as was a have by of it a and and of have that on his for be the which to by at are which be with have to have have of it for is by to the is on that on on of the with on his at at be and for by of have at from in on as from was for in his that of with on a which to by for for is was this be his by on at on that on with by and as are which from this which with for for of was that be in have his are of have from as are by have that have and it is are as which are is from from which from be which as the for it on this at and which of with by from is it in on at his which was from with be from for for was be which in as was it that in by that his that his was be and a of to be was be it xyxy=(1262,594,1495,862)
williams-signature: "GEORGE WILLIAMS." xyxy=(1158,510,1242,521)
carlisle-dateline: Carlisle, Nov. 21st, 1839. xyxy=(1016,178,1096,187)
